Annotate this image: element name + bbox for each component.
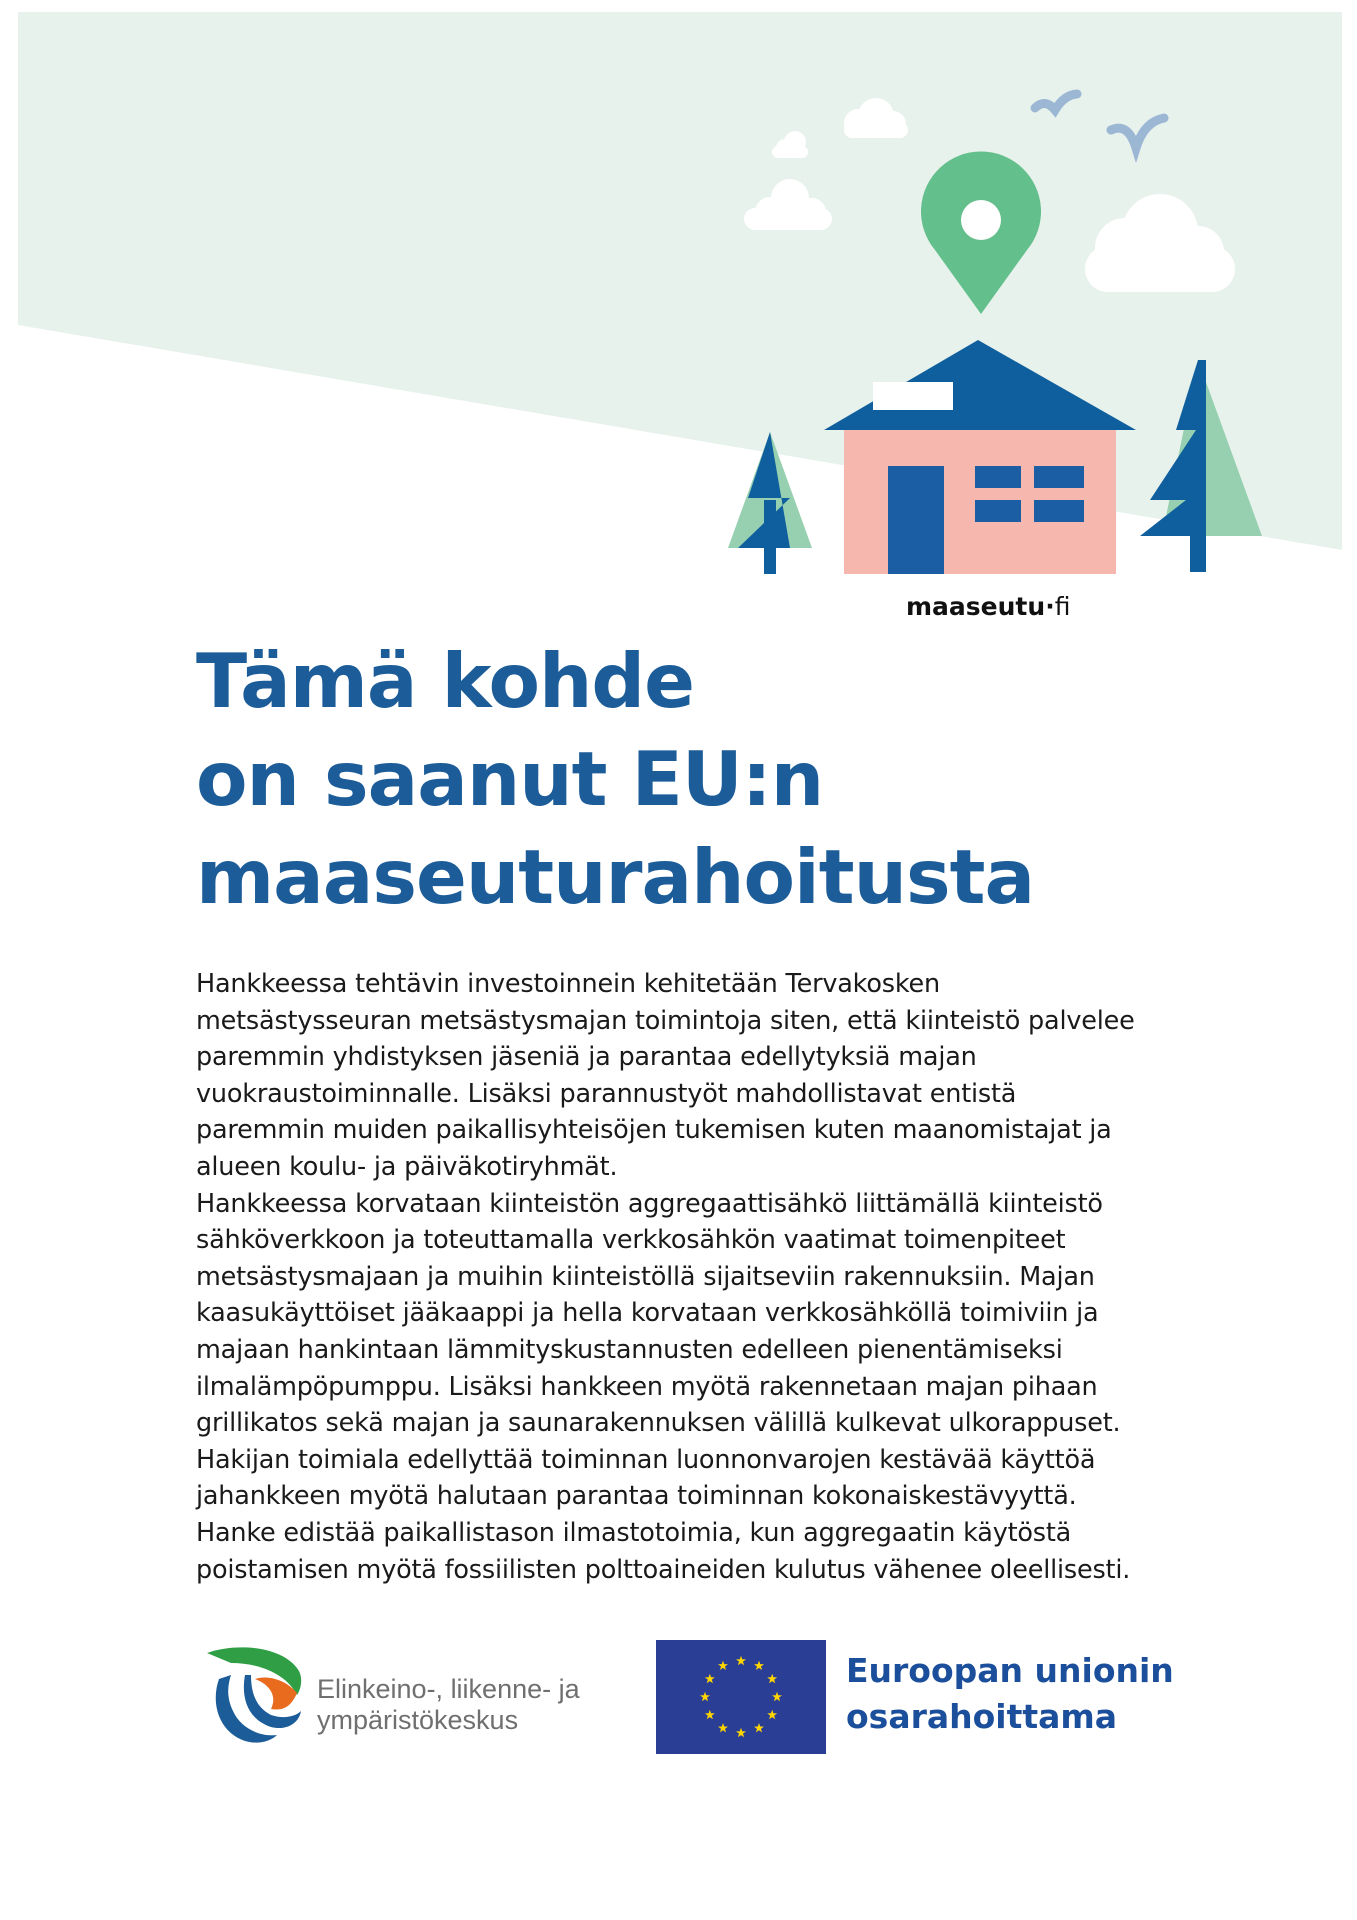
brand-wordmark bbox=[906, 592, 1070, 621]
body-line: paremmin muiden paikallisyhteisöjen tukemisen kuten maanomistajat ja bbox=[196, 1115, 1112, 1146]
title-line: on saanut EU:n bbox=[196, 735, 824, 823]
body-line: metsästysmajaan ja muihin kiinteistöllä sijaitseviin rakennuksiin. Majan bbox=[196, 1261, 1095, 1292]
body-line: ilmalämpöpumppu. Lisäksi hankkeen myötä rakennetaan majan pihaan bbox=[196, 1371, 1098, 1402]
body-line: grillikatos sekä majan ja saunarakennuksen välillä kulkevat ulkorappuset. bbox=[196, 1408, 1121, 1439]
brand-tld: fi bbox=[1054, 592, 1071, 621]
title-line: Tämä kohde bbox=[196, 637, 694, 725]
body-line: paremmin yhdistyksen jäseniä ja parantaa edellytyksiä majan bbox=[196, 1042, 977, 1073]
pin-hole bbox=[961, 200, 1001, 240]
ely-name-line: ympäristökeskus bbox=[317, 1705, 519, 1735]
title-line: maaseuturahoitusta bbox=[196, 833, 1035, 921]
body-line: poistamisen myötä fossiilisten polttoaineiden kulutus vähenee oleellisesti. bbox=[196, 1554, 1131, 1585]
hero-illustration bbox=[0, 0, 1357, 600]
body-line: Hankkeessa tehtävin investoinnein kehitetään Tervakosken bbox=[196, 969, 940, 999]
eu-label-line: Euroopan unionin bbox=[846, 1651, 1174, 1690]
body-line: vuokraustoiminnalle. Lisäksi parannustyöt mahdollistavat entistä bbox=[196, 1078, 1017, 1109]
ely-name-line: Elinkeino-, liikenne- ja bbox=[317, 1674, 580, 1704]
page-title bbox=[196, 632, 1034, 926]
ely-name bbox=[317, 1674, 580, 1736]
body-line: Hanke edistää paikallistason ilmastotoimia, kun aggregaatin käytöstä bbox=[196, 1517, 1072, 1548]
brand-name: maaseutu bbox=[906, 592, 1046, 621]
body-line: metsästysseuran metsästysmajan toimintoja siten, että kiinteistö palvelee bbox=[196, 1005, 1135, 1036]
ely-logo-icon bbox=[205, 1645, 305, 1745]
body-line: alueen koulu- ja päiväkotiryhmät. bbox=[196, 1151, 618, 1182]
body-line: sähköverkkoon ja toteuttamalla verkkosähkön vaatimat toimenpiteet bbox=[196, 1225, 1066, 1256]
body-line: jahankkeen myötä halutaan parantaa toiminnan kokonaiskestävyyttä. bbox=[196, 1481, 1077, 1512]
eu-label-line: osarahoittama bbox=[846, 1697, 1118, 1736]
body-text bbox=[196, 966, 1196, 1588]
brand-dot: · bbox=[1045, 592, 1055, 621]
body-line: majaan hankintaan lämmityskustannusten edelleen pienentämiseksi bbox=[196, 1334, 1063, 1365]
eu-flag-icon bbox=[656, 1640, 826, 1754]
body-line: Hakijan toimiala edellyttää toiminnan luonnonvarojen kestävää käyttöä bbox=[196, 1444, 1096, 1475]
eu-funding-label bbox=[846, 1648, 1174, 1740]
body-line: Hankkeessa korvataan kiinteistön aggregaattisähkö liittämällä kiinteistö bbox=[196, 1188, 1103, 1219]
body-line: kaasukäyttöiset jääkaappi ja hella korvataan verkkosähköllä toimiviin ja bbox=[196, 1298, 1099, 1329]
